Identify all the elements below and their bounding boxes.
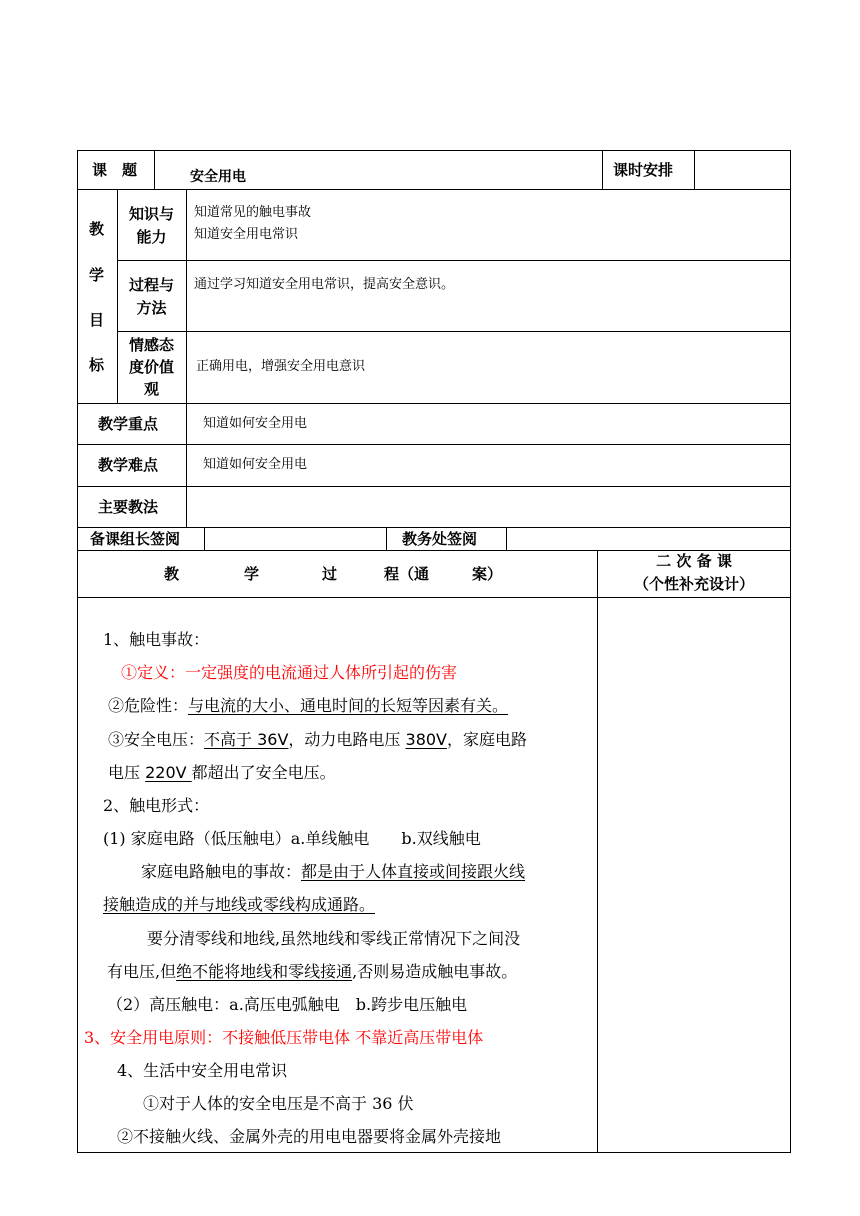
body-line: （2）高压触电：a.高压电弧触电 b.跨步电压触电 xyxy=(107,995,468,1014)
rule xyxy=(597,550,598,1153)
rule xyxy=(77,597,791,598)
rule xyxy=(186,189,187,527)
knowledge-content-line: 知道安全用电常识 xyxy=(194,227,299,242)
objectives-char: 标 xyxy=(89,356,105,374)
rule xyxy=(602,150,603,189)
rule xyxy=(386,527,387,550)
body-line: (1) 家庭电路（低压触电）a.单线触电 b.双线触电 xyxy=(103,829,481,848)
body-line: 2、触电形式： xyxy=(103,796,210,815)
rule xyxy=(506,527,507,550)
rule xyxy=(77,1152,791,1153)
objectives-char: 学 xyxy=(89,266,105,284)
second-prep-subtitle: （个性补充设计） xyxy=(633,575,754,593)
rule xyxy=(77,150,791,151)
focus-label: 教学重点 xyxy=(98,415,159,433)
body-line: 有电压,但绝不能将地线和零线接通,否则易造成触电事故。 xyxy=(107,962,518,981)
safety-principle-line: 3、安全用电原则：不接触低压带电体 不靠近高压带电体 xyxy=(84,1028,484,1047)
safe-voltage-line-cont: 电压 220V 都超出了安全电压。 xyxy=(108,763,336,782)
process-header-char: 过 xyxy=(322,565,338,583)
rule xyxy=(204,527,205,550)
values-label-line: 观 xyxy=(143,380,159,398)
process-method-content: 通过学习知道安全用电常识，提高安全意识。 xyxy=(194,277,455,292)
danger-line: ②危险性：与电流的大小、通电时间的长短等因素有关。 xyxy=(108,696,509,715)
body-line: ②不接触火线、金属外壳的用电电器要将金属外壳接地 xyxy=(117,1127,502,1146)
difficulty-label: 教学难点 xyxy=(98,456,159,474)
rule xyxy=(790,150,791,550)
process-header-char: 学 xyxy=(244,565,260,583)
topic-value: 安全用电 xyxy=(190,169,246,185)
safe-voltage-line: ③安全电压：不高于 36V，动力电路电压 380V，家庭电路 xyxy=(108,730,528,749)
knowledge-label-line: 知识与 xyxy=(128,205,174,223)
second-prep-title: 二 次 备 课 xyxy=(656,552,732,570)
academic-office-signoff-label: 教务处签阅 xyxy=(402,530,478,548)
body-line: 家庭电路触电的事故：都是由于人体直接或间接跟火线 xyxy=(141,862,526,881)
body-line: 接触造成的并与地线或零线构成通路。 xyxy=(103,895,376,914)
process-method-label-line: 过程与 xyxy=(128,276,174,294)
rule xyxy=(117,260,791,261)
schedule-label: 课时安排 xyxy=(613,161,674,179)
values-label-line: 度价值 xyxy=(128,358,174,376)
methods-label: 主要教法 xyxy=(98,498,159,516)
rule xyxy=(117,331,791,332)
knowledge-content-line: 知道常见的触电事故 xyxy=(194,205,312,220)
process-header-char: 案） xyxy=(472,565,503,583)
rule xyxy=(154,150,155,189)
process-header-char: 教 xyxy=(164,565,180,583)
values-content: 正确用电，增强安全用电意识 xyxy=(196,359,366,374)
objectives-char: 教 xyxy=(89,220,105,238)
process-method-label-line: 方法 xyxy=(136,299,167,317)
rule xyxy=(77,150,78,550)
objectives-char: 目 xyxy=(89,311,105,329)
topic-label: 课 题 xyxy=(92,161,138,179)
rule xyxy=(77,486,791,487)
rule xyxy=(77,444,791,445)
rule xyxy=(790,550,791,1153)
difficulty-value: 知道如何安全用电 xyxy=(203,457,308,472)
rule xyxy=(77,527,791,528)
rule xyxy=(77,403,791,404)
process-header-char: 程（通 xyxy=(384,565,430,583)
rule xyxy=(77,550,78,1153)
body-line: 要分清零线和地线,虽然地线和零线正常情况下之间没 xyxy=(147,929,521,948)
definition-line: ①定义：一定强度的电流通过人体所引起的伤害 xyxy=(121,663,458,682)
rule xyxy=(77,189,791,190)
body-line: 4、生活中安全用电常识 xyxy=(117,1061,288,1080)
body-line: 1、触电事故： xyxy=(103,630,210,649)
body-line: ①对于人体的安全电压是不高于 36 伏 xyxy=(143,1094,414,1113)
group-leader-signoff-label: 备课组长签阅 xyxy=(90,530,181,548)
knowledge-label-line: 能力 xyxy=(136,228,167,246)
focus-value: 知道如何安全用电 xyxy=(203,416,308,431)
rule xyxy=(694,150,695,189)
values-label-line: 情感态 xyxy=(128,336,174,354)
